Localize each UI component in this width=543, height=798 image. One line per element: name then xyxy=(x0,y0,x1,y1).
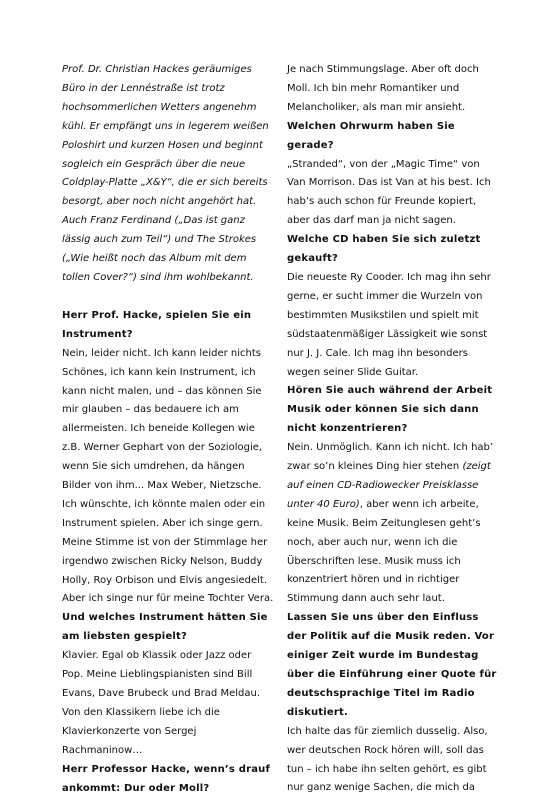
answer-6-end: , aber wenn ich arbeite, keine Musik. Beim Zeitunglesen geht’s noch, aber auch nur, wenn ich die Überschriften lese. Musik muss ich konzentriert hören und in richtiger Stimmung dann auch sehr laut. xyxy=(287,498,481,605)
question-3: Herr Professor Hacke, wenn’s drauf ankommt: Dur oder Moll? xyxy=(62,763,271,794)
question-1: Herr Prof. Hacke, spielen Sie ein Instrument? xyxy=(62,309,252,340)
question-2: Und welches Instrument hätten Sie am liebsten gespielt? xyxy=(62,612,268,643)
answer-6 xyxy=(287,439,499,609)
question-6: Hören Sie auch während der Arbeit Musik oder können Sie sich dann nicht konzentrieren? xyxy=(287,385,493,435)
answer-5: Die neueste Ry Cooder. Ich mag ihn sehr gerne, er sucht immer die Wurzeln von bestimmten Musikstilen und spielt mit südstaatenmäßiger Lässigkeit wie sonst nur J. J. Cale. Ich mag ihn besonders wegen seiner Slide Guitar. xyxy=(287,271,491,378)
answer-2: Klavier. Egal ob Klassik oder Jazz oder Pop. Meine Lieblingspianisten sind Bill Evans, Dave Brubeck und Brad Meldau. Von den Klassikern liebe ich die Klavierkonzerte von Sergej Rachmaninow… xyxy=(62,650,261,756)
answer-6-start: Nein. Unmöglich. Kann ich nicht. Ich hab’ zwar so’n kleines Ding hier stehen xyxy=(287,442,494,473)
answer-6-stage-direction: (zeigt auf einen CD-Radiowecker Preisklasse unter 40 Euro) xyxy=(287,461,491,510)
question-7: Lassen Sie uns über den Einfluss der Politik auf die Musik reden. Vor einiger Zeit wurde im Bundestag über die Einführung einer Quote für deutschsprachige Titel im Radio diskutiert. xyxy=(287,612,497,718)
intro-paragraph: Prof. Dr. Christian Hackes geräumiges Büro in der Lennéstraße ist trotz hochsommerlichen Wetters angenehm kühl. Er empfängt uns in legerem weißen Poloshirt und kurzen Hosen und beginnt sogleich ein Gespräch über die neue Coldplay-Platte „X&Y“, die er sich bereits besorgt, aber noch nicht angehört hat. Auch Franz Ferdinand („Das ist ganz lässig auch zum Teil“) und The Strokes („Wie heißt noch das Album mit dem tollen Cover?“) sind ihm wohlbekannt. xyxy=(62,64,269,283)
question-4: Welchen Ohrwurm haben Sie gerade? xyxy=(287,120,455,151)
answer-3: Je nach Stimmungslage. Aber oft doch Moll. Ich bin mehr Romantiker und Melancholiker, als man mir ansieht. xyxy=(287,64,479,113)
right-column xyxy=(287,61,499,798)
question-5: Welche CD haben Sie sich zuletzt gekauft? xyxy=(287,234,481,265)
answer-7: Ich halte das für ziemlich dusselig. Also, wer deutschen Rock hören will, soll das tun – ich habe ihn selten gehört, es gibt nur ganz wenige Sachen, die mich da xyxy=(287,725,488,794)
left-column xyxy=(62,61,274,798)
answer-4: „Stranded“, von der „Magic Time“ von Van Morrison. Das ist Van at his best. Ich hab’s auch schon für Freunde kopiert, aber das darf man ja nicht sagen. xyxy=(287,158,491,227)
answer-1: Nein, leider nicht. Ich kann leider nichts Schönes, ich kann kein Instrument, ich kann nicht malen, und – das können Sie mir glauben – das bedauere ich am allermeisten. Ich beneide Kollegen wie z.B. Werner Gephart von der Soziologie, wenn Sie sich umdrehen, da hängen Bilder von ihm... Max Weber, Nietzsche. Ich wünschte, ich könnte malen oder ein Instrument spielen. Aber ich singe gern. Meine Stimme ist von der Stimmlage her irgendwo zwischen Ricky Nelson, Buddy Holly, Roy Orbison und Elvis angesiedelt. Aber ich singe nur für meine Tochter Vera. xyxy=(62,347,274,605)
